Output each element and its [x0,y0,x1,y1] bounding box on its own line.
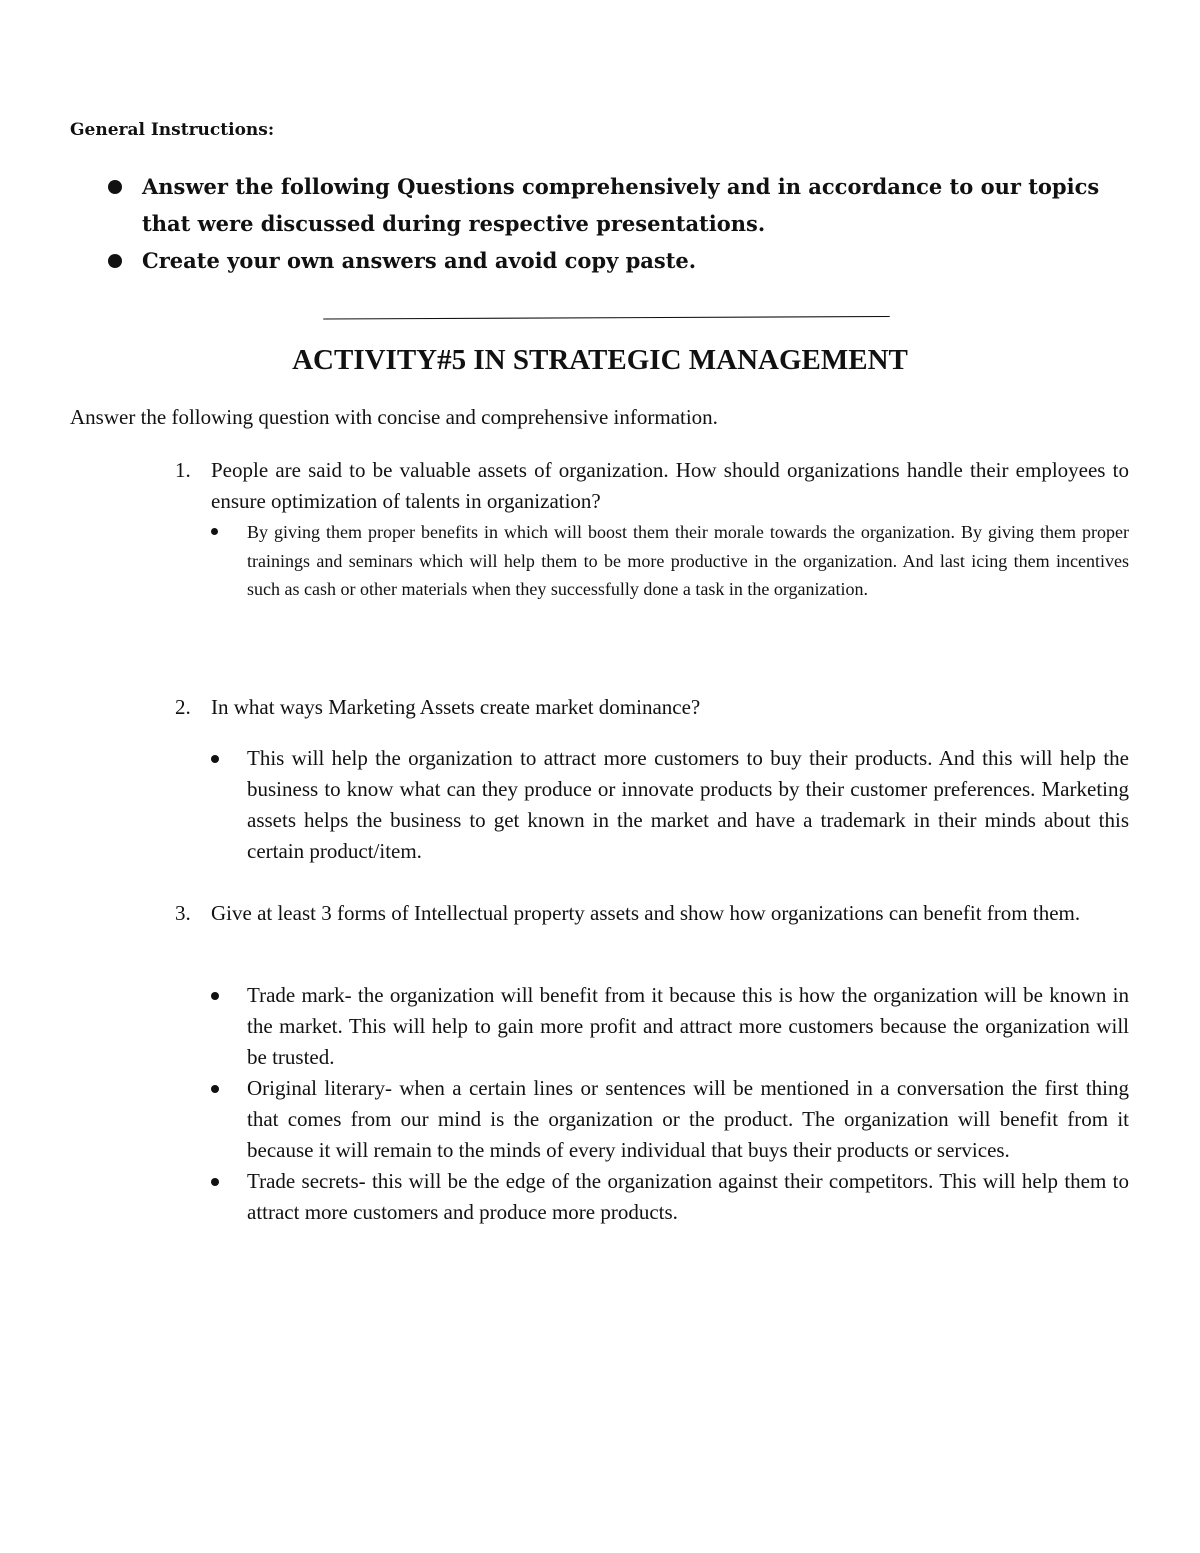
answer-item [211,1166,1129,1228]
answer-text: Trade mark- the organization will benefit from it because this is how the organization will be known in the market. This will help to gain more profit and attract more customers because the organization will be trusted. [247,983,1129,1069]
bullet-icon [211,755,219,763]
instruction-item [108,168,1108,242]
activity-title: ACTIVITY#5 IN STRATEGIC MANAGEMENT [292,344,908,376]
instruction-item [108,242,1108,279]
question-text: In what ways Marketing Assets create market dominance? [211,695,701,719]
bullet-icon [211,528,218,535]
bullet-icon [108,254,122,268]
question-number: 2. [175,695,191,719]
answer-item [211,1073,1129,1166]
question-2 [175,692,1129,723]
question-3 [175,898,1129,929]
answer-item [211,518,1129,604]
general-instructions-title: General Instructions: [70,120,275,140]
answers-2 [211,743,1129,867]
bullet-icon [108,180,122,194]
question-1 [175,455,1129,517]
question-number: 3. [175,901,191,925]
answer-text: This will help the organization to attract more customers to buy their products. And this will help the business to know what can they produce or innovate products by their customer preferences. Marketing assets helps the business to get known in the market and have a trademark in their minds about this certain product/item. [247,746,1129,863]
bullet-icon [211,1178,219,1186]
answer-text: Original literary- when a certain lines or sentences will be mentioned in a conversation the first thing that comes from our mind is the organization or the product. The organization will benefit from it because it will remain to the minds of every individual that buys their products or services. [247,1076,1129,1162]
answer-text: Trade secrets- this will be the edge of the organization against their competitors. This will help them to attract more customers and produce more products. [247,1169,1129,1224]
answers-1 [211,518,1129,604]
answer-item [211,980,1129,1073]
answer-text: By giving them proper benefits in which will boost them their morale towards the organization. By giving them proper trainings and seminars which will help them to be more productive in the organization. And last icing them incentives such as cash or other materials when they successfully done a task in the organization. [247,522,1129,599]
answers-3 [211,980,1129,1228]
general-instructions-list [108,168,1108,279]
question-text: People are said to be valuable assets of organization. How should organizations handle their employees to ensure optimization of talents in organization? [211,458,1129,513]
bullet-icon [211,1085,219,1093]
question-number: 1. [175,458,191,482]
bullet-icon [211,992,219,1000]
instruction-text: Answer the following Questions comprehensively and in accordance to our topics that were discussed during respective presentations. [142,174,1100,236]
intro-text: Answer the following question with concise and comprehensive information. [70,405,718,429]
question-text: Give at least 3 forms of Intellectual property assets and show how organizations can benefit from them. [211,901,1081,925]
instruction-text: Create your own answers and avoid copy paste. [142,248,697,273]
answer-item [211,743,1129,867]
divider-line [40,316,1173,320]
